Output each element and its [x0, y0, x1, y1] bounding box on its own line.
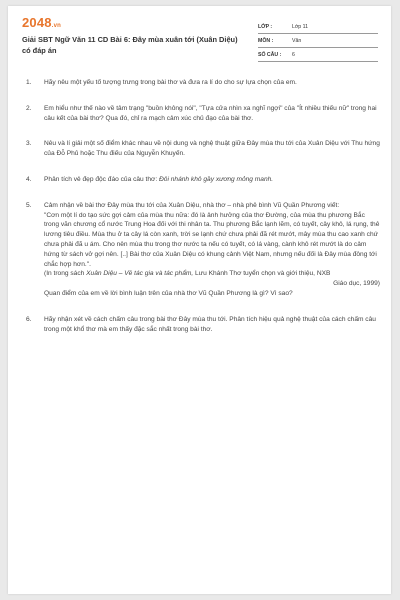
question-number: 4. [26, 175, 32, 183]
question-text: Nêu và lí giải một số điểm khác nhau về nội dung và nghệ thuật giữa Đây mùa thu tới của Xuân Diệu với Thu hứng của Đỗ Phủ hoặc Thu điếu của Nguyễn Khuyến. [44, 140, 380, 158]
source-prefix: (In trong sách [44, 270, 87, 278]
question-item [22, 104, 380, 124]
site-logo[interactable] [22, 15, 61, 30]
question-number: 6. [26, 315, 32, 323]
logo-suffix: .vn [51, 23, 62, 29]
question-number: 1. [26, 79, 32, 86]
question-number: 2. [26, 104, 32, 112]
question-item [22, 315, 380, 335]
source-publisher: Giáo dục, 1999) [333, 280, 380, 288]
question-item [22, 175, 380, 185]
document-title: Giải SBT Ngữ Văn 11 CD Bài 6: Đây mùa xuân tới (Xuân Diệu) có đáp án [22, 35, 238, 55]
meta-value: 6 [292, 51, 295, 58]
question-text-plain: Phân tích vẻ đẹp độc đáo của câu thơ: [44, 175, 160, 183]
question-prompt: Quan điểm của em về lời bình luận trên của nhà thơ Vũ Quần Phương là gì? Vì sao? [44, 289, 293, 297]
question-item [22, 201, 380, 299]
meta-row-subject [258, 34, 378, 48]
question-item [22, 139, 380, 159]
meta-label: SỐ CÂU : [258, 51, 282, 58]
meta-label: LỚP : [258, 23, 273, 30]
meta-label: MÔN : [258, 37, 274, 44]
question-text: Hãy nhận xét về cách chấm câu trong bài thơ Đây mùa thu tới. Phân tích hiệu quả nghệ thuật của cách chấm câu trong một khổ thơ mà em thấy đặc sắc nhất trong bài thơ. [44, 315, 376, 333]
question-item [22, 78, 380, 88]
source-suffix: Lưu Khánh Thơ tuyển chọn và giới thiệu, NXB [193, 270, 331, 278]
question-text: Hãy nêu một yếu tố tượng trưng trong bài thơ và đưa ra lí do cho sự lựa chọn của em. [44, 79, 297, 86]
meta-value: Lớp 11 [292, 23, 308, 30]
question-intro: Cảm nhận về bài thơ Đây mùa thu tới của Xuân Diệu, nhà thơ – nhà phê bình Vũ Quần Phương viết: [44, 201, 340, 209]
logo-text: 2048 [22, 15, 52, 30]
question-list [22, 78, 380, 350]
quote-source [44, 269, 380, 279]
document-header [8, 6, 391, 62]
meta-value: Văn [292, 37, 302, 44]
document-page [8, 6, 391, 594]
meta-table [258, 20, 378, 62]
meta-row-question-count [258, 48, 378, 62]
source-book-title: Xuân Diệu – Về tác gia và tác phẩm, [86, 270, 194, 278]
question-number: 5. [26, 201, 32, 209]
quoted-verse: Đôi nhánh khô gầy xương mỏng manh. [159, 175, 274, 183]
question-number: 3. [26, 140, 32, 148]
question-text: Em hiểu như thế nào về tâm trạng "buồn không nói", "Tựa cửa nhìn xa nghĩ ngợi" của "Ít nhiều thiếu nữ" trong hai câu kết của bài thơ? Qua đó, chỉ ra mạch cảm xúc chủ đạo của bài thơ. [44, 104, 377, 122]
question-text [44, 175, 380, 185]
critic-quote: "Cơn một lí do tạo sức gợi cảm của mùa thu nữa: đó là ảnh hưởng của thơ Đường, của mùa thu phương Bắc trong văn chương cổ nước Trung Hoa đối với thi nhân ta. Thu phương Bắc lạnh lẽm, có tuyết, cây khô, lá rụng, thê lương tiêu điều. Mùa thu ở ta cây lá còn xanh, trời se lạnh chứ chưa phải đã rét mướt, mây mùa thu cao xanh chứ chưa phải đã u ám. Cho nên mùa thu trong thơ nước ta nếu có tuyết, có lá vàng, cành khô rét mướt là do cảm hứng từ sách vở gợi nên. [..] Bài thơ của Xuân Diệu có khung cảnh Việt Nam, nhưng nếu đối là Đây mùa đông tới chắc hợp hơn.". [44, 211, 380, 268]
meta-row-class [258, 20, 378, 34]
